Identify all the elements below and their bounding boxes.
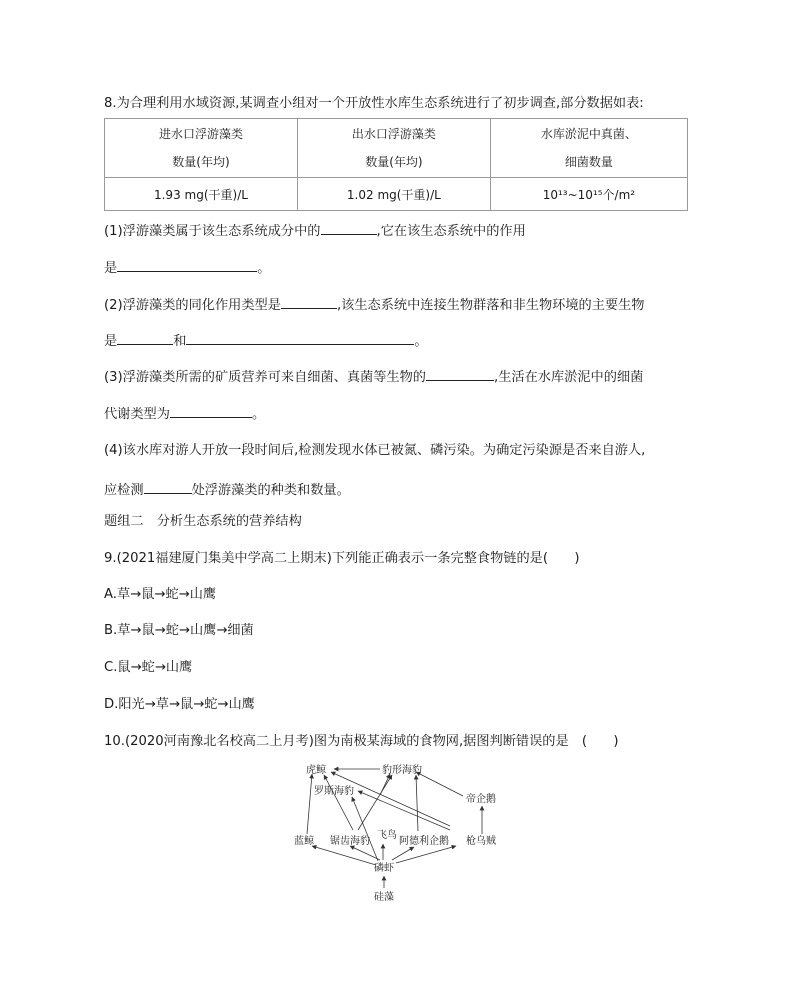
q8-part1-line1 [104, 221, 526, 241]
text: 是 [104, 334, 118, 349]
text: 处浮游藻类的种类和数量。 [191, 483, 350, 498]
header-line: 数量(年均) [172, 155, 230, 169]
text: (3)浮游藻类所需的矿质营养可来自细菌、真菌等生物的 [104, 370, 426, 385]
text: ,该生态系统中连接生物群落和非生物环境的主要生物 [336, 298, 645, 313]
node-adelie-penguin: 阿德利企鹅 [399, 836, 449, 847]
node-krill: 磷虾 [374, 863, 394, 874]
text: 。 [257, 261, 271, 276]
q8-part3-line1 [104, 367, 643, 387]
header-line: 数量(年均) [365, 155, 423, 169]
edge-krill-to-adelie [392, 847, 414, 860]
q9-option-b[interactable]: B.草→鼠→蛇→山鹰→细菌 [104, 623, 254, 638]
q8-part3-line2 [104, 404, 265, 424]
answer-blank[interactable] [144, 480, 192, 494]
answer-blank[interactable] [426, 367, 494, 381]
text: ,生活在水库淤泥中的细菌 [494, 370, 644, 385]
text: 应检测 [104, 483, 144, 498]
edge-krill-to-squid [396, 846, 456, 863]
node-blue-whale: 蓝鲸 [294, 836, 314, 847]
q9-stem: 9.(2021福建厦门集美中学高二上期末)下列能正确表示一条完整食物链的是( ) [104, 551, 580, 566]
edge-emperor-to-leopard [416, 772, 463, 796]
q9-option-a[interactable]: A.草→鼠→蛇→山鹰 [104, 587, 217, 602]
header-line: 水库淤泥中真菌、 [540, 127, 637, 141]
node-ross-seal: 罗斯海豹 [314, 786, 354, 797]
q8-part1-line2 [104, 258, 270, 278]
text: 是 [104, 261, 118, 276]
node-orca: 虎鲸 [306, 765, 326, 776]
q8-part2-line1 [104, 295, 644, 315]
table-header [297, 119, 490, 178]
edge-crabeater-to-leopard [358, 775, 392, 830]
table-cell: 1.93 mg(干重)/L [105, 178, 298, 211]
answer-blank[interactable] [117, 331, 173, 345]
edge-crabeater-to-orca [324, 775, 353, 830]
answer-blank[interactable] [186, 331, 414, 345]
text: 。 [251, 407, 266, 422]
q8-intro: 8.为合理利用水域资源,某调查小组对一个开放性水库生态系统进行了初步调查,部分数据如表: [104, 96, 644, 111]
section-heading: 题组二 分析生态系统的营养结构 [104, 514, 302, 529]
header-line: 细菌数量 [564, 155, 613, 169]
text: 代谢类型为 [104, 407, 170, 422]
text: ,它在该生态系统中的作用 [376, 224, 526, 239]
table-cell: 10¹³~10¹⁵个/m² [490, 178, 687, 211]
survey-table [104, 118, 688, 211]
answer-blank[interactable] [321, 221, 377, 235]
header-line: 出水口浮游藻类 [351, 127, 436, 141]
table-header [105, 119, 298, 178]
header-line: 进水口浮游藻类 [158, 127, 243, 141]
q9-option-d[interactable]: D.阳光→草→鼠→蛇→山鹰 [104, 697, 255, 712]
q8-part4-line1: (4)该水库对游人开放一段时间后,检测发现水体已被氮、磷污染。为确定污染源是否来自游人, [104, 443, 646, 458]
text: (2)浮游藻类的同化作用类型是 [104, 298, 281, 313]
node-crabeater-seal: 锯齿海豹 [330, 836, 370, 847]
answer-blank[interactable] [281, 295, 337, 309]
edge-krill-to-crabeater [350, 846, 380, 860]
edge-bluewhale-to-orca [307, 774, 312, 834]
q10-stem: 10.(2020河南豫北名校高二上月考)图为南极某海域的食物网,据图判断错误的是 ( ) [104, 734, 619, 749]
answer-blank[interactable] [170, 404, 252, 418]
node-bird: 飞鸟 [377, 830, 397, 841]
q8-part4-line2 [104, 480, 350, 500]
q9-option-c[interactable]: C.鼠→蛇→山鹰 [104, 660, 193, 675]
table-header [490, 119, 687, 178]
answer-blank[interactable] [117, 258, 257, 272]
table-cell: 1.02 mg(干重)/L [297, 178, 490, 211]
text: (1)浮游藻类属于该生态系统成分中的 [104, 224, 321, 239]
q8-part2-line2 [104, 331, 428, 351]
edge-krill-to-bluewhale [312, 846, 376, 865]
text: 。 [414, 334, 428, 349]
edge-krill-to-ross [352, 797, 378, 861]
food-web-diagram [276, 758, 516, 906]
edge-squid-to-ross [358, 791, 450, 830]
edge-adelie-to-leopard [416, 775, 418, 831]
node-diatom: 硅藻 [374, 892, 394, 903]
node-leopard-seal: 豹形海豹 [382, 765, 422, 776]
node-emperor-penguin: 帝企鹅 [466, 794, 496, 805]
text: 和 [173, 334, 187, 349]
node-squid: 枪乌贼 [466, 836, 496, 847]
